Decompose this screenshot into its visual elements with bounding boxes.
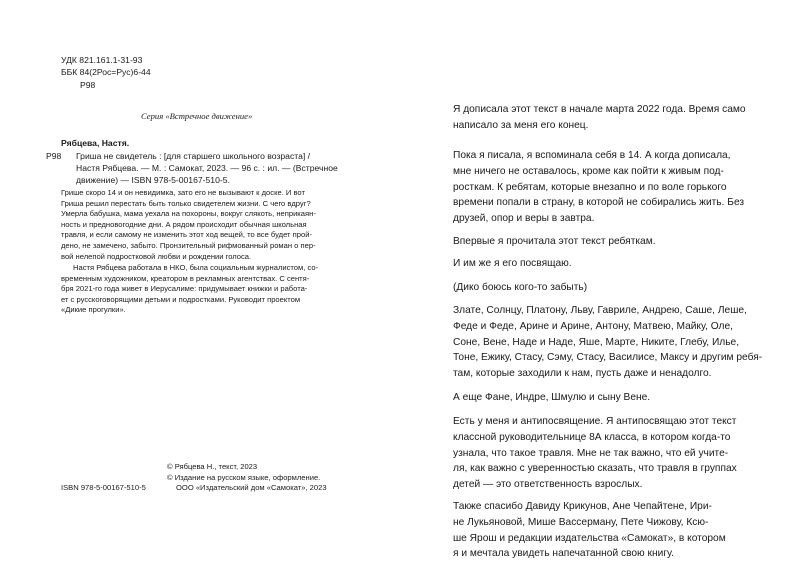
copyright-line: ООО «Издательский дом «Самокат», 2023 <box>176 483 327 493</box>
bio-line: бря 2021-го года живет в Иерусалиме: придумывает книжки и работа- <box>61 284 308 294</box>
isbn: ISBN 978-5-00167-510-5 <box>61 483 146 492</box>
annotation <box>61 188 316 262</box>
author-heading: Рябцева, Настя. <box>61 138 130 148</box>
text-line: И им же я его посвящаю. <box>453 258 572 269</box>
author-bio <box>61 263 318 316</box>
bibliographic-record <box>76 150 338 186</box>
text-line: Есть у меня и антипосвящение. Я антипосвящаю этот текст <box>453 416 737 427</box>
paragraph <box>453 102 746 134</box>
text-line: (Дико боюсь кого-то забыть) <box>453 282 588 293</box>
text-line: Соне, Вене, Наде и Наде, Яше, Марте, Никите, Глебу, Илье, <box>453 336 740 348</box>
copyright-block <box>167 462 327 494</box>
annotation-line: Грише скоро 14 и он невидимка, зато его не вызывают к доске. И вот <box>61 188 305 197</box>
text-line: Феде и Феде, Арине и Арине, Антону, Матвею, Майку, Оле, <box>453 320 733 332</box>
right-page <box>400 0 800 563</box>
biblio-line: Гриша не свидетель : [для старшего школьного возраста] / <box>76 151 311 161</box>
series-name: Серия «Встречное движение» <box>141 111 253 121</box>
annotation-line: Умерла бабушка, мама уехала на похороны, вокруг слякоть, неприкаян- <box>61 209 316 219</box>
text-line: росткам. К ребятам, которые внезапно и по воле горького <box>453 181 727 193</box>
paragraph <box>453 303 762 382</box>
text-line: классной руководительнице 8А класса, в котором когда-то <box>453 431 731 443</box>
text-line: я и мечтала увидеть напечатанной свою книгу. <box>453 548 674 560</box>
text-line: друзей, опор и веры в завтра. <box>453 213 595 225</box>
text-line: ше Ярош и редакции издательства «Самокат», в котором <box>453 532 726 544</box>
bio-line: Настя Рябцева работала в НКО, была социальным журналистом, со- <box>73 263 319 272</box>
paragraph <box>453 414 737 493</box>
annotation-line: Гриша решил перестать быть только свидетелем жизни. С чего вдруг? <box>61 198 311 208</box>
text-line: детей — это ответственность взрослых. <box>453 479 643 491</box>
bio-line: временным художником, креатором в рекламных агентствах. С сентя- <box>61 273 310 283</box>
paragraph <box>453 234 656 250</box>
bbk-code: ББК 84(2Рос=Рус)6-44 <box>61 67 151 77</box>
text-line: мне ничего не оставалось, кроме как пойти к живым под- <box>453 165 724 177</box>
text-line: времени попали в страну, в которой не собирались жить. Без <box>453 197 745 209</box>
annotation-line: травля, и если самому не изменить этот ход вещей, то все будет прой- <box>61 230 312 240</box>
annotation-line: дено, не замечено, забыто. Пронзительный рифмованный роман о пер- <box>61 240 316 250</box>
bio-line: ет с русскоговорящими детьми и подростками. Руководит проектом <box>61 294 301 304</box>
paragraph <box>453 280 587 296</box>
text-line: Впервые я прочитала этот текст ребяткам. <box>453 236 656 247</box>
udk-code: УДК 821.161.1-31-93 <box>61 55 143 65</box>
bio-line: «Дикие прогулки». <box>61 305 126 315</box>
text-line: написало за меня его конец. <box>453 119 589 131</box>
text-line: ля, как важно с уверенностью сказать, что травля в группах <box>453 463 737 475</box>
text-line: А еще Фане, Индре, Шмулю и сыну Вене. <box>453 392 651 403</box>
biblio-line: Настя Рябцева. — М. : Самокат, 2023. — 96 с. : ил. — (Встречное <box>76 163 338 173</box>
paragraph <box>453 390 650 406</box>
paragraph <box>453 148 744 227</box>
copyright-line: © Издание на русском языке, оформление. <box>167 472 321 482</box>
annotation-line: ность и предновогодние дни. А рядом происходит обычная школьная <box>61 219 307 229</box>
text-line: Злате, Солнцу, Платону, Льву, Гавриле, Андрею, Саше, Леше, <box>453 305 747 316</box>
text-line: Также спасибо Давиду Крикунов, Ане Чепайтене, Ири- <box>453 501 712 512</box>
copyright-line: © Рябцева Н., текст, 2023 <box>167 462 258 471</box>
text-line: Я дописала этот текст в начале марта 2022 года. Время само <box>453 104 746 115</box>
text-line: узнала, что такое травля. Мне не так важно, что ей учите- <box>453 447 729 459</box>
text-line: не Лукьяновой, Мише Вассерману, Пете Чижову, Ксю- <box>453 516 709 528</box>
annotation-line: вой нелепой подростковой любви и рождении голоса. <box>61 251 252 261</box>
paragraph <box>453 499 726 562</box>
text-line: там, которые заходили к нам, пусть даже и ненадолго. <box>453 368 712 380</box>
text-line: Пока я писала, я вспоминала себя в 14. А когда дописала, <box>453 150 731 161</box>
biblio-line: движение) — ISBN 978-5-00167-510-5. <box>76 175 230 185</box>
author-mark-top: Р98 <box>80 80 96 90</box>
paragraph <box>453 256 572 272</box>
author-mark-side: Р98 <box>46 151 62 161</box>
text-line: Тоне, Ежику, Стасу, Сэму, Стасу, Василисе, Максу и другим ребя- <box>453 352 763 364</box>
